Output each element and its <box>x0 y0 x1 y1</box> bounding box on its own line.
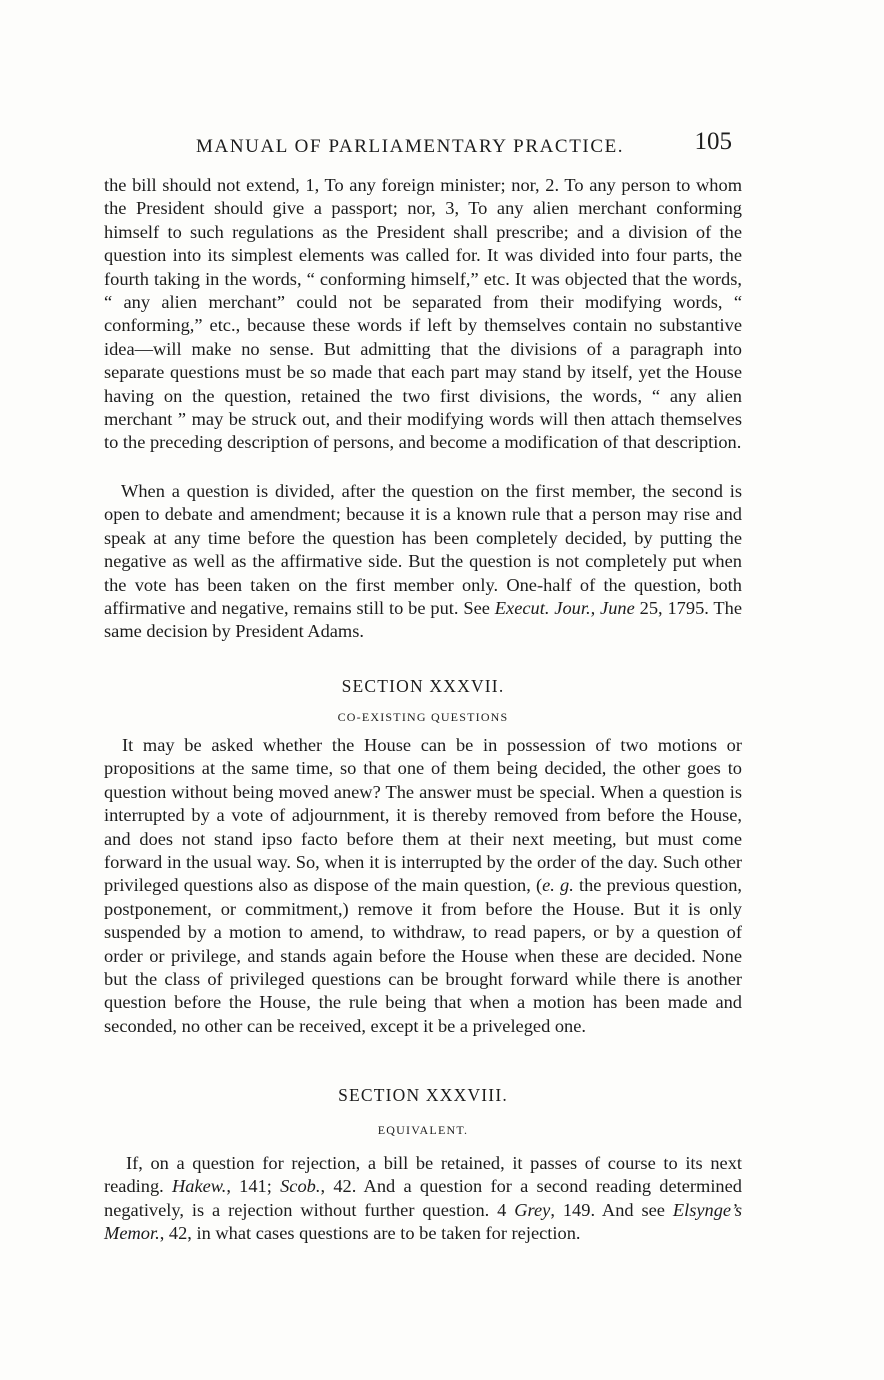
citation-hakew: Hakew. <box>172 1176 227 1197</box>
paragraph-co-existing-questions <box>104 734 742 1038</box>
abbreviation-eg: e. g. <box>542 875 574 896</box>
paragraph-text: , 149. And see <box>550 1199 673 1220</box>
citation-grey: Grey <box>514 1199 551 1220</box>
running-title: MANUAL OF PARLIAMENTARY PRACTICE. <box>196 136 625 157</box>
paragraph-text: , 141; <box>226 1176 281 1197</box>
running-head <box>100 128 740 162</box>
paragraph-text: 25, 1795. The same decision by President Adams. <box>104 598 742 642</box>
section-subheading-co-existing-questions: CO-EXISTING QUESTIONS <box>337 710 509 724</box>
paragraph-text: the previous question, postponement, or commitment,) remove it from before the House. But it is only suspended by a motion to amend, to withdraw, to read papers, or by a question of order or privilege, and stands again before the House when these are decided. None but the class of privileged questions can be brought forward while there is another question before the House, the rule being that when a motion has been made and seconded, no other can be received, except it be a priveleged one. <box>104 875 742 1036</box>
citation-scob: Scob. <box>280 1176 321 1197</box>
section-heading-xxxviii: SECTION XXXVIII. <box>338 1085 508 1105</box>
paragraph-text: It may be asked whether the House can be in possession of two motions or propositions at the same time, so that one of them being decided, the other goes to question without being moved anew? The answer must be special. When a question is interrupted by a vote of adjournment, it is thereby removed from before the House, and does not stand ipso facto before them at their next meeting, but must come forward in the usual way. So, when it is interrupted by the order of the day. Such other privileged questions also as dispose of the main question, ( <box>104 735 742 896</box>
paragraph-equivalent <box>104 1152 742 1246</box>
paragraph-continuation: the bill should not extend, 1, To any foreign minister; nor, 2. To any person to whom the President should give a passport; nor, 3, To any alien merchant conforming himself to such regulations as the President shall prescribe; and a division of the question into its simplest elements was called for. It was divided into four parts, the fourth taking in the words, “ conforming himself,” etc. It was objected that the words, “ any alien merchant” could not be separated from their modifying words, “ conforming,” etc., because these words if left by themselves contain no substantive idea—will make no sense. But admitting that the divisions of a paragraph into separate questions must be so made that each part may stand by itself, yet the House having on the question, retained the two first divisions, the words, “ any alien merchant ” may be struck out, and their modifying words will then attach themselves to the preceding description of persons, and become a modification of that description. <box>104 175 742 453</box>
citation-execut-jour: Execut. Jour., June <box>494 598 635 619</box>
citation-elsynge-memor: Elsynge’s Memor. <box>104 1199 742 1244</box>
paragraph-text: , 42, in what cases questions are to be taken for rejection. <box>159 1223 581 1244</box>
paragraph-divided-question <box>104 480 742 644</box>
section-subheading-equivalent: EQUIVALENT. <box>377 1123 469 1137</box>
paragraph-text: When a question is divided, after the question on the first member, the second is open to debate and amendment; because it is a known rule that a person may rise and speak at any time before the question has been completely decided, by putting the negative as well as the affirmative side. But the question is not completely put when the vote has been taken on the first member only. One-half of the question, both affirmative and negative, remains still to be put. See <box>104 481 742 619</box>
section-heading-xxxvii: SECTION XXXVII. <box>341 676 505 696</box>
paragraph-text: , 42. And a question for a second reading determined negatively, is a rejection without further question. 4 <box>104 1176 742 1220</box>
paragraph-text: If, on a question for rejection, a bill be retained, it passes of course to its next reading. <box>104 1153 742 1197</box>
page-number: 105 <box>694 128 732 155</box>
